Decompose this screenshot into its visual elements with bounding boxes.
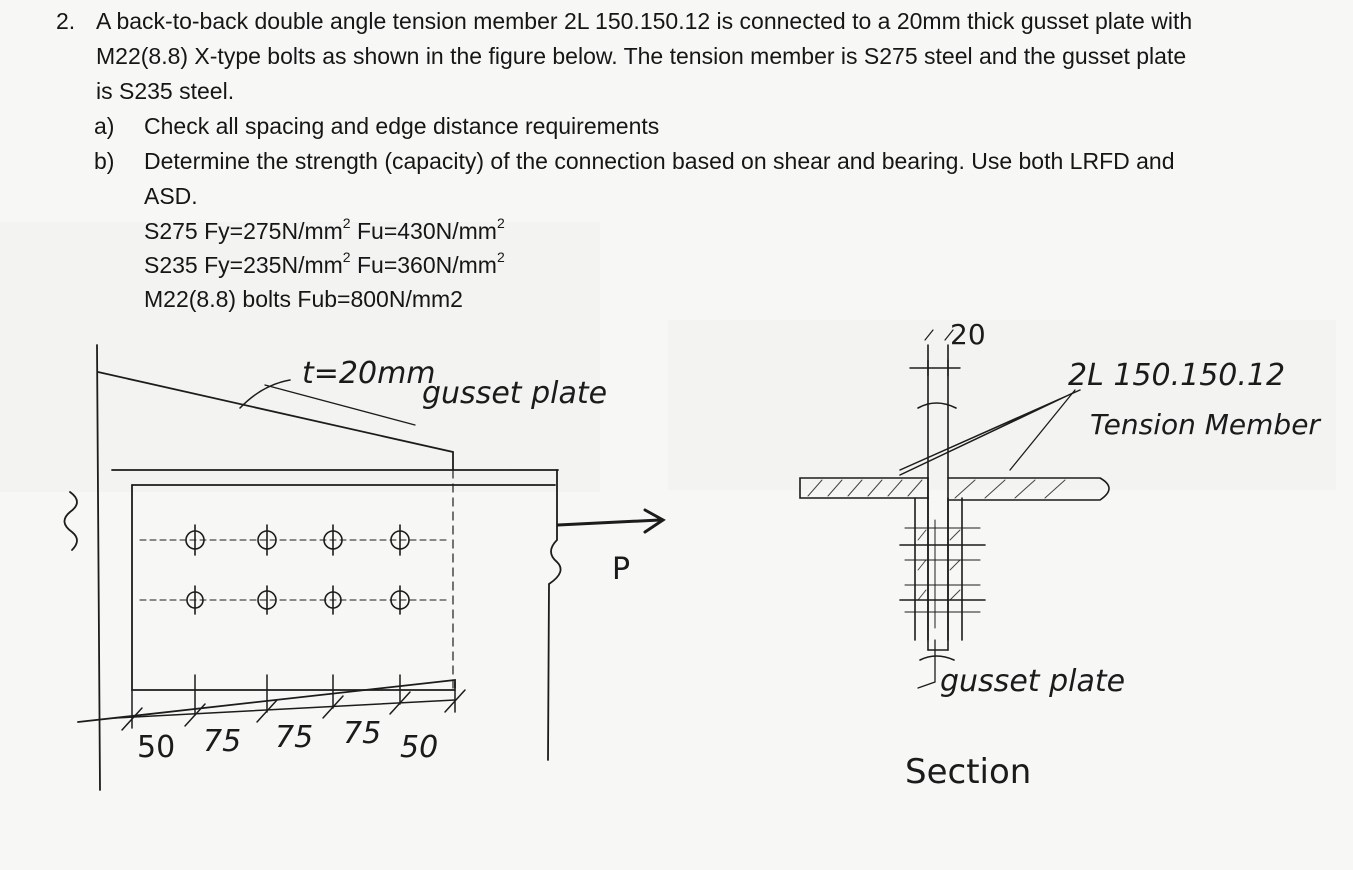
problem-number: 2. [56,8,76,34]
load-label: P [612,552,631,587]
angle-bottom-edge [132,485,455,690]
thickness-label: t=20mm [302,356,436,391]
member-sublabel: Tension Member [1090,408,1320,441]
bolt-3 [324,525,342,555]
gusset-plate-outline [97,345,100,790]
thickness-leader [240,380,290,408]
property-s275: S275 $Fy=275N/mm^2$ $Fu=430N/mm^2$ [144,215,505,244]
gusset-leader [265,385,415,425]
problem-stem: A back-to-back double angle tension member 2L 150.150.12 is connected to a 20mm thick gusset plate with M22(8.8) X-type bolts as shown in the figure below. The tension member is S275 steel and the gusset plate is S235 steel. [96,8,1193,104]
part-b-text: Determine the strength (capacity) of the connection based on shear and bearing. Use both LRFD and ASD. [144,148,1175,209]
bolt-7 [325,586,341,614]
dim-5: 50 [400,730,439,765]
section-title: Section [905,752,1032,792]
dim-1: 50 [137,730,176,765]
load-arrow [558,510,663,532]
member-leader [900,390,1080,475]
bolt-group [186,525,409,614]
dim-3: 75 [275,720,314,755]
section-view [800,330,1109,688]
dim-2: 75 [203,724,242,759]
gusset-plate-label: gusset plate [422,376,608,411]
left-break-line [64,492,77,550]
member-label: 2L 150.150.12 [1068,358,1286,393]
angle-leg-right [948,498,962,640]
property-bolts: M22(8.8) bolts Fub=800N/mm2 [144,286,463,312]
angle-flange-right [948,478,1109,500]
section-gusset-leader [918,640,935,688]
dim-4: 75 [343,716,382,751]
section-gusset-label: gusset plate [940,664,1126,699]
part-a-label: a) [94,113,115,139]
gusset-plate-section [928,345,948,650]
part-a-text: Check all spacing and edge distance requirements [144,113,660,139]
angle-leg-left [915,498,928,640]
part-b-label: b) [94,148,115,174]
section-thickness-label: 20 [950,318,986,351]
property-s235: S235 $Fy=235N/mm^2$ $Fu=360N/mm^2$ [144,249,505,278]
right-break-line [548,470,561,760]
